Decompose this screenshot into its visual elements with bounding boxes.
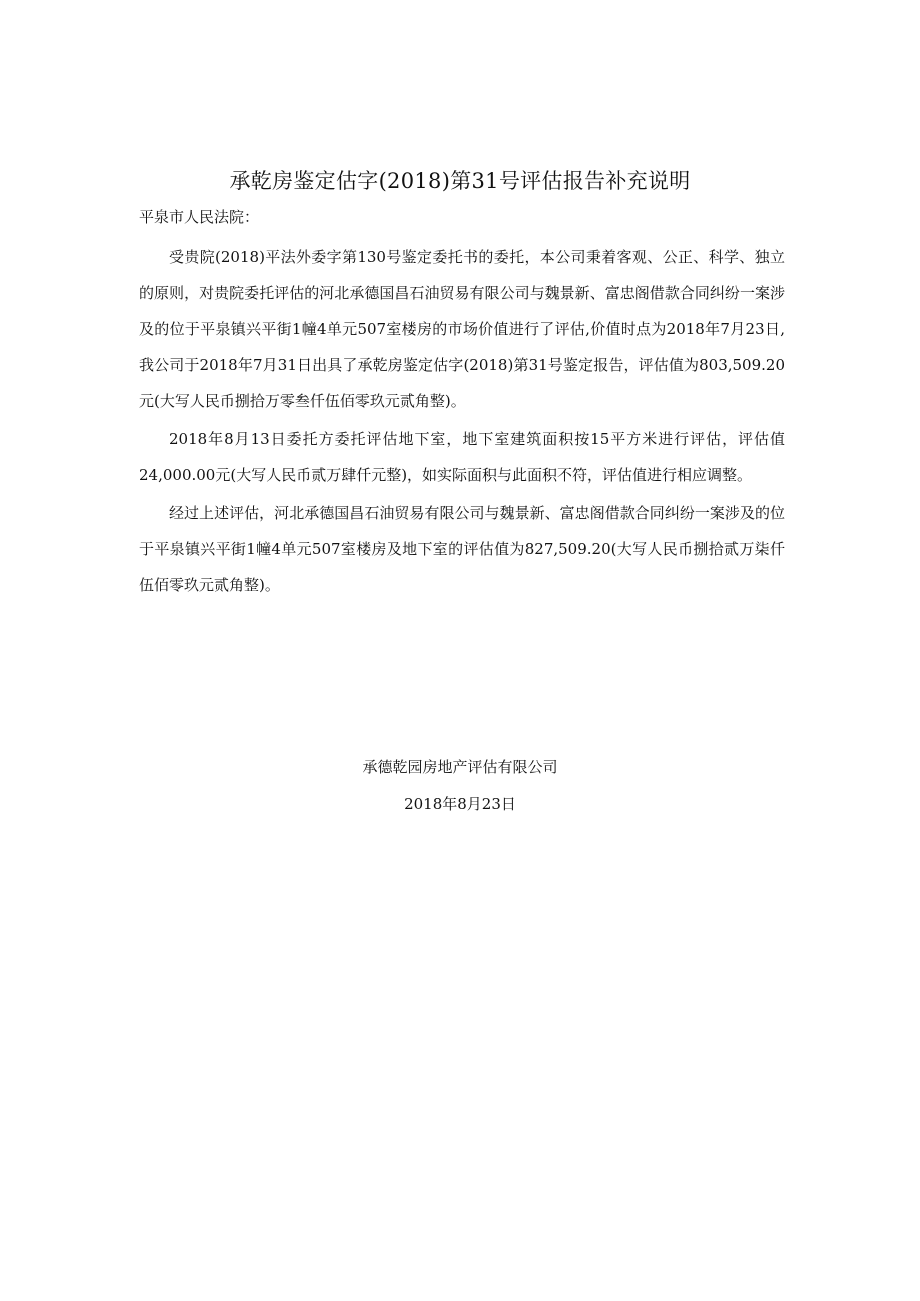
signer-company: 承德乾园房地产评估有限公司 — [362, 758, 558, 776]
paragraph-2: 2018年8月13日委托方委托评估地下室，地下室建筑面积按15平方米进行评估，评估值24,000.00元(大写人民币贰万肆仟元整)，如实际面积与此面积不符，评估值进行相应调整。 — [139, 430, 785, 484]
document-title: 承乾房鉴定估字(2018)第31号评估报告补充说明 — [229, 169, 691, 193]
paragraph-3: 经过上述评估，河北承德国昌石油贸易有限公司与魏景新、富忠阁借款合同纠纷一案涉及的位于平泉镇兴平街1幢4单元507室楼房及地下室的评估值为827,509.20(大写人民币捌拾贰万柒仟伍佰零玖元贰角整)。 — [139, 504, 785, 594]
signature-date: 2018年8月23日 — [404, 795, 516, 813]
paragraph-1: 受贵院(2018)平法外委字第130号鉴定委托书的委托，本公司秉着客观、公正、科学、独立的原则，对贵院委托评估的河北承德国昌石油贸易有限公司与魏景新、富忠阁借款合同纠纷一案涉及的位于平泉镇兴平街1幢4单元507室楼房的市场价值进行了评估,价值时点为2018年7月23日,我公司于2018年7月31日出具了承乾房鉴定估字(2018)第31号鉴定报告，评估值为803,509.20元(大写人民币捌拾万零叁仟伍佰零玖元贰角整)。 — [139, 248, 785, 410]
document-body — [139, 239, 785, 603]
addressee: 平泉市人民法院： — [139, 208, 260, 226]
